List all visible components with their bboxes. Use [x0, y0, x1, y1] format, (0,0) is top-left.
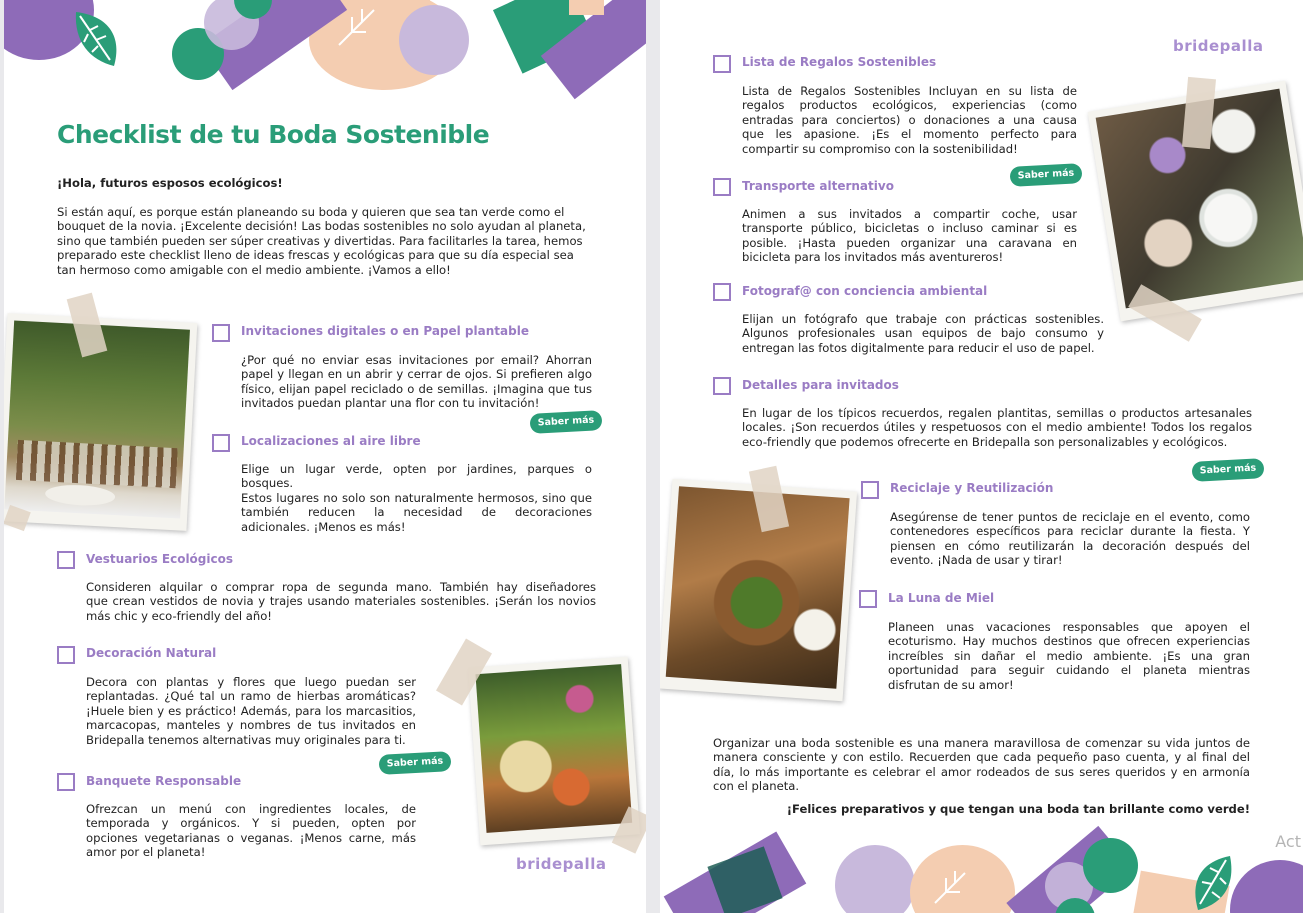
text-line: Estos lugares no solo son naturalmente hermosos, sino que	[241, 490, 592, 505]
saber-mas-button[interactable]: Saber más	[530, 410, 603, 434]
page-right	[660, 0, 1303, 913]
item-text-regalos	[742, 84, 1077, 156]
checkbox-decoracion[interactable]	[57, 646, 75, 664]
item-text-vestuarios	[86, 580, 596, 623]
text-line: físico, elijan papel reciclado o de semillas. ¡Imagina que tus	[241, 381, 592, 396]
intro-line: Si están aquí, es porque están planeando su boda y quieren que sea tan verde como el	[57, 205, 565, 219]
checkbox-invitaciones[interactable]	[212, 324, 230, 342]
text-line: que les apasione. ¡Es el momento perfecto para	[742, 127, 1077, 142]
text-line: bicicleta para los invitados más aventureros!	[742, 250, 1004, 265]
text-line: Animen a sus invitados a compartir coche, usar	[742, 207, 1077, 221]
item-title-transporte: Transporte alternativo	[742, 179, 894, 193]
brand-logo: bridepalla	[516, 855, 607, 873]
text-line: que crean vestidos de novia y trajes usando materiales sostenibles. ¡Serán los novios	[86, 594, 596, 609]
saber-mas-button[interactable]: Saber más	[1010, 163, 1083, 187]
text-line: entregan las fotos digitalmente para reducir el uso de papel.	[742, 340, 1095, 355]
closing-line: Organizar una boda sostenible es una manera maravillosa de comenzar su vida juntos de	[713, 736, 1250, 750]
text-line: temporada y orgánicos. Y si pueden, opten por	[86, 816, 416, 831]
checkbox-localizaciones[interactable]	[212, 434, 230, 452]
item-text-invitaciones	[241, 353, 592, 411]
item-title-decoracion: Decoración Natural	[86, 646, 217, 660]
item-text-luna-de-miel	[888, 620, 1250, 692]
item-text-reciclaje	[890, 510, 1250, 568]
checkbox-reciclaje[interactable]	[861, 481, 879, 499]
text-line: compartir su compromiso con la sostenibilidad!	[742, 141, 1018, 156]
item-text-detalles	[742, 406, 1252, 449]
text-line: Consideren alquilar o comprar ropa de segunda mano. También hay diseñadores	[86, 580, 596, 594]
text-line: Ofrezcan un menú con ingredientes locales, de	[86, 802, 416, 816]
item-title-banquete: Banquete Responsable	[86, 774, 242, 788]
text-line: ¡Huele bien y es práctico! Además, para los marcasitios,	[86, 703, 416, 718]
text-line: marcacopas, manteles y nombres de tus invitados en	[86, 718, 416, 733]
item-title-regalos: Lista de Regalos Sostenibles	[742, 55, 937, 69]
text-line: ecoturismo. Hay muchos destinos que ofrecen experiencias	[888, 634, 1250, 649]
checkbox-banquete[interactable]	[57, 773, 75, 791]
checkbox-transporte[interactable]	[713, 178, 731, 196]
text-line: evento. ¡Nada de usar y tirar!	[890, 553, 1063, 568]
text-line: disfrutan de su amor!	[888, 677, 1014, 692]
text-line: Planeen unas vacaciones responsables que apoyen el	[888, 620, 1250, 634]
text-line: transporte público, bicicletas o incluso caminar si es	[742, 221, 1077, 236]
text-line: Lista de Regalos Sostenibles Incluyan en su lista de	[742, 84, 1077, 98]
item-text-decoracion	[86, 675, 416, 747]
item-title-reciclaje: Reciclaje y Reutilización	[890, 481, 1054, 495]
leaf-icon	[1190, 852, 1240, 912]
closing-line: día, lo más importante es celebrar el amor rodeados de sus seres queridos y en armonía	[713, 764, 1250, 779]
text-line: adicionales. ¡Menos es más!	[241, 519, 406, 534]
checkbox-regalos[interactable]	[713, 55, 731, 73]
saber-mas-button[interactable]: Saber más	[379, 751, 452, 775]
text-line: Bridepalla tenemos alternativas muy originales para ti.	[86, 732, 406, 747]
text-line: invitados puedan plantar una flor con tu invitación!	[241, 396, 540, 411]
intro-line: preparado este checklist lleno de ideas frescas y ecológicas para que su día especial sea	[57, 248, 574, 263]
intro-paragraph	[57, 205, 597, 277]
farewell: ¡Felices preparativos y que tengan una boda tan brillante como verde!	[786, 802, 1250, 816]
closing-line: manera consciente y con estilo. Recuerden que cada pequeño paso cuenta, y al final del	[713, 750, 1250, 765]
text-line: increíbles sin dañar el medio ambiente. ¡Es una gran	[888, 648, 1250, 663]
brand-logo: bridepalla	[1173, 37, 1264, 55]
page-title: Checklist de tu Boda Sostenible	[57, 120, 490, 149]
text-line: piensen en cómo reutilizarán la decoración después del	[890, 538, 1250, 553]
text-line: oportunidad para seguir cuidando el planeta mientras	[888, 663, 1250, 678]
item-title-detalles: Detalles para invitados	[742, 378, 899, 392]
checkbox-luna-de-miel[interactable]	[859, 590, 877, 608]
item-text-fotografo	[742, 312, 1104, 355]
intro-line: sino que también pueden ser súper creativas y divertidas. Para facilitarles la tarea, hemos	[57, 233, 583, 248]
leaf-icon	[70, 8, 122, 70]
item-text-banquete	[86, 802, 416, 860]
text-line: En lugar de los típicos recuerdos, regalen plantitas, semillas o productos artesanales	[742, 406, 1252, 420]
checkbox-vestuarios[interactable]	[57, 551, 75, 569]
branch-icon	[930, 868, 970, 908]
greeting: ¡Hola, futuros esposos ecológicos!	[57, 176, 283, 190]
intro-line: bouquet de la novia. ¡Excelente decisión! Las bodas sostenibles no solo ayudan al planeta,	[57, 219, 586, 234]
item-text-localizaciones	[241, 462, 592, 534]
closing-paragraph	[713, 736, 1250, 794]
text-line: amor por el planeta!	[86, 845, 206, 860]
activation-watermark: Act	[1275, 832, 1301, 851]
text-line: locales. ¡Son recuerdos útiles y respetuosos con el medio ambiente! Todos los regalos	[742, 420, 1252, 435]
text-line: posible. ¡Hasta pueden organizar una caravana en	[742, 235, 1077, 250]
item-title-vestuarios: Vestuarios Ecológicos	[86, 552, 233, 566]
item-text-transporte	[742, 207, 1077, 265]
intro-line: tan hermoso como amigable con el medio ambiente. ¡Vamos a ello!	[57, 262, 451, 277]
saber-mas-button[interactable]: Saber más	[1192, 458, 1265, 482]
text-line: entradas para conciertos) o donaciones a una causa	[742, 112, 1077, 127]
text-line: Asegúrense de tener puntos de reciclaje en el evento, como	[890, 510, 1250, 524]
text-line: opciones vegetarianas o veganas. ¡Menos carne, más	[86, 830, 416, 845]
item-title-localizaciones: Localizaciones al aire libre	[241, 434, 421, 448]
text-line: más chic y eco-friendly del año!	[86, 608, 272, 623]
text-line: Decora con plantas y flores que luego puedan ser	[86, 675, 416, 689]
item-title-fotografo: Fotograf@ con conciencia ambiental	[742, 284, 988, 298]
item-title-luna-de-miel: La Luna de Miel	[888, 591, 995, 605]
text-line: replantadas. ¿Qué tal un ramo de hierbas aromáticas?	[86, 689, 416, 704]
photo-banquet	[468, 657, 640, 846]
item-title-invitaciones: Invitaciones digitales o en Papel plantable	[241, 324, 529, 338]
text-line: Algunos profesionales usan equipos de bajo consumo y	[742, 326, 1104, 341]
branch-icon	[334, 5, 379, 50]
text-line: ¿Por qué no enviar esas invitaciones por email? Ahorran	[241, 353, 592, 367]
text-line: eco-friendly que podemos ofrecerte en Bridepalla son personalizables y ecológicos.	[742, 434, 1228, 449]
page-left	[4, 0, 646, 913]
text-line: Elijan un fotógrafo que trabaje con prácticas sostenibles.	[742, 312, 1104, 326]
closing-line: con el planeta.	[713, 779, 800, 794]
checkbox-fotografo[interactable]	[713, 283, 731, 301]
text-line: regalos productos ecológicos, experiencias (como	[742, 98, 1077, 113]
text-line: papel y llegan en un abrir y cerrar de ojos. Si prefieren algo	[241, 367, 592, 382]
text-line: Elige un lugar verde, opten por jardines, parques o bosques.	[241, 462, 592, 491]
text-line: también reducen la necesidad de decoraciones	[241, 505, 592, 520]
text-line: contenedores específicos para reciclar durante la fiesta. Y	[890, 524, 1250, 539]
checkbox-detalles[interactable]	[713, 377, 731, 395]
